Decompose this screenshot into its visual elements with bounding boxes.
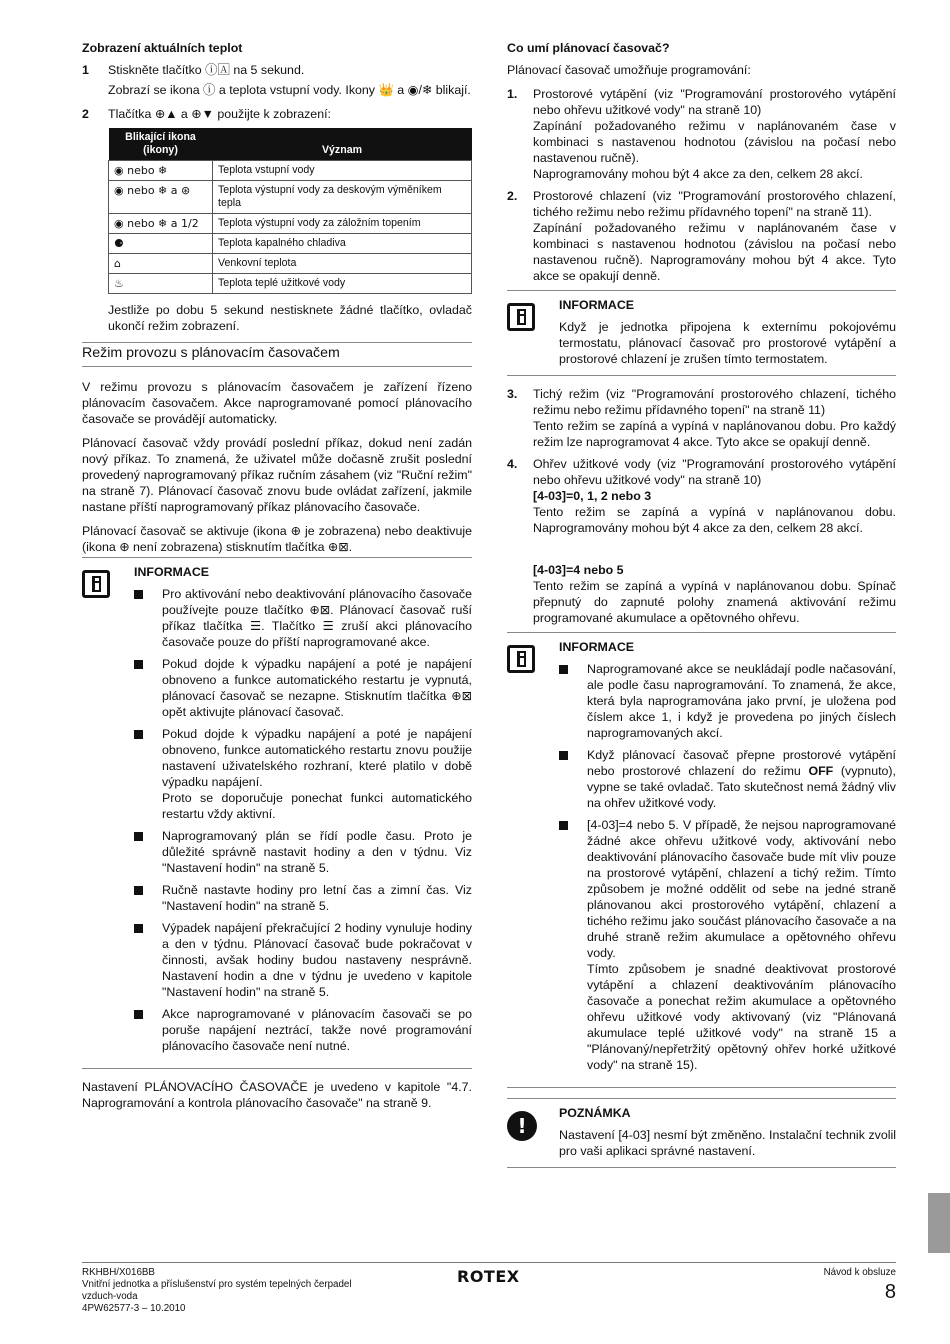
info-bullet xyxy=(134,1006,472,1054)
step-2 xyxy=(82,106,472,122)
item-number: 2. xyxy=(507,189,518,203)
off-label: OFF xyxy=(808,764,834,778)
note-title: POZNÁMKA xyxy=(559,1106,631,1120)
step-number: 2 xyxy=(82,107,89,121)
table-cell-meaning: Teplota teplé užitkové vody xyxy=(213,274,472,294)
item-4-sub2-text: Tento režim se zapíná a vypíná v naplánovanou dobu. Spínač přepnutý do zapnuté polohy znamená aktivování režimu programované akumulace a opětovného ohřevu. xyxy=(533,579,896,625)
info-icon xyxy=(507,645,535,673)
table-row xyxy=(109,181,472,214)
heading-timer-capabilities: Co umí plánovací časovač? xyxy=(507,41,670,55)
table-cell-icon: ◉ nebo ❄ xyxy=(109,161,213,181)
item-3-text: Tichý režim (viz "Programování prostorového chlazení, tichého režimu nebo režimu přídavného topení" na straně 11) Tento režim se zapíná a vypíná v naplánovanou dobu. Pro každý režim lze naprogramovat 4 akce. Tyto akce se opakují denně. xyxy=(533,387,896,449)
info-bullet-text: Pokud dojde k výpadku napájení a poté je napájení obnoveno, funkce automatického restartu znovu použije nastavení uživatelského rozhraní, které platilo v době výpadku napájení. Proto se doporučuje ponechat funkci automatického restartu vždy aktivní. xyxy=(162,727,472,821)
step-number: 1 xyxy=(82,63,89,77)
footer-desc-1: Vnitřní jednotka a příslušenství pro systém tepelných čerpadel xyxy=(82,1279,352,1290)
section-title-timer-mode: Režim provozu s plánovacím časovačem xyxy=(82,342,472,367)
info-bullet xyxy=(559,817,896,1073)
item-1-text: Prostorové vytápění (viz "Programování prostorového vytápění nebo ohřevu užitkové vody" na straně 10) Zapínání požadovaného režimu v naplánovaném čase v kombinaci s nastavenou hodnotou (závislou na počasí nebo nastavenou ručně). Naprogramovány mohou být 4 akce za den, celkem 28 akcí. xyxy=(533,87,896,181)
info-box-left xyxy=(82,557,472,1069)
item-4-sub1-text: Tento režim se zapíná a vypíná v naplánovanou dobu. Naprogramovány mohou být 4 akce za den, celkem 28 akcí. xyxy=(533,505,896,535)
table-cell-icon: ◉ nebo ❄ a ⊛ xyxy=(109,181,213,214)
table-row xyxy=(109,234,472,254)
item-number: 3. xyxy=(507,387,518,401)
info-box-right-1 xyxy=(507,290,896,376)
info-bullet-text: [4-03]=4 nebo 5. V případě, že nejsou naprogramované žádné akce ohřevu užitkové vody, aktivování nebo deaktivování plánovacího časovače bude mít vliv pouze na prostorové vytápění, chlazení a tichý režim. Tímto způsobem je možné oddělit od sebe na jedné straně plánovanou akci prostorového vytápění, chlazení a tichého režimu jako součást plánovacího časovače a na druhé straně režim akumulace a opětovného ohřevu vody. Tímto způsobem je snadné deaktivovat prostorové vytápění a chlazení deaktivováním plánovacího časovače a ponechat režim akumulace a opětovného ohřevu užitkové vody aktivovaný (viz "Plánovaná akumulace teplé užitkové vody" na straně 15 a "Plánovaný/nepřetržitý opětovný ohřev horké užitkové vody" na straně 15). xyxy=(587,818,896,1072)
table-cell-meaning: Teplota vstupní vody xyxy=(213,161,472,181)
info-bullet-text: Pro aktivování nebo deaktivování plánovacího časovače používejte pouze tlačítko ⊕⊠. Plánovací časovač ruší příkaz tlačítka ☰. Tlačítko ☰ zruší akci plánovacího časovače pouze do příští naprogramované akce. xyxy=(162,587,472,649)
info-bullet xyxy=(134,656,472,720)
info-bullet xyxy=(134,586,472,650)
info-bullet xyxy=(134,828,472,876)
info-bullet xyxy=(134,920,472,1000)
item-2-text: Prostorové chlazení (viz "Programování prostorového chlazení, tichého režimu nebo režimu přídavného topení" na straně 11). Zapínání požadovaného režimu v naplánovaném čase v kombinaci s nastavenou hodnotou (závislou na počasí nebo nastavenou ručně). Naprogramovány mohou být 4 akce. Tyto akce se opakují denně. xyxy=(533,189,896,283)
footer-model: RKHBH/X016BB xyxy=(82,1267,155,1278)
item-2 xyxy=(507,188,896,284)
side-tab xyxy=(928,1193,950,1253)
item-4-text: Ohřev užitkové vody (viz "Programování prostorového vytápění nebo ohřevu užitkové vody" na straně 10) xyxy=(533,457,896,487)
intro-text: Plánovací časovač umožňuje programování: xyxy=(507,63,751,77)
table-row xyxy=(109,214,472,234)
info-title: INFORMACE xyxy=(559,298,635,312)
info-bullet-text: Výpadek napájení překračující 2 hodiny vynuluje hodiny a den v týdnu. Plánovací časovač bude pokračovat v činnosti, avšak hodiny budou nastaveny nesprávně. Nastavení hodin a dne v týdnu je uvedeno v kapitole "Nastavení hodin" na straně 5. xyxy=(162,921,472,999)
warning-icon: ! xyxy=(507,1111,537,1141)
info-bullet-text: Ručně nastavte hodiny pro letní čas a zimní čas. Viz "Nastavení hodin" na straně 5. xyxy=(162,883,472,913)
note-text: Nastavení [4-03] nesmí být změněno. Instalační technik zvolil pro vaši aplikaci správné nastavení. xyxy=(559,1128,896,1158)
footer-desc-2: vzduch-voda xyxy=(82,1291,138,1302)
page-number: 8 xyxy=(884,1281,896,1303)
info-bullet-text: Naprogramovaný plán se řídí podle času. Proto je důležité správně nastavit hodiny a den v týdnu. Viz "Nastavení hodin" na straně 5. xyxy=(162,829,472,875)
step-1 xyxy=(82,62,472,98)
info-box-right-2 xyxy=(507,632,896,1088)
icon-meaning-table xyxy=(108,128,472,294)
right-column xyxy=(507,40,896,1178)
item-4-sub2-title: [4-03]=4 nebo 5 xyxy=(533,563,624,577)
item-number: 4. xyxy=(507,457,518,471)
step-1-text-b: Zobrazí se ikona ⓘ a teplota vstupní vody. Ikony 👑 a ◉/❄ blikají. xyxy=(108,83,471,97)
info-bullet xyxy=(134,726,472,822)
table-cell-meaning: Teplota výstupní vody za deskovým výměníkem tepla xyxy=(213,181,472,214)
info-bullet-text: Akce naprogramované v plánovacím časovači se po poruše napájení neztrácí, takže nové programování plánovacího časovače není nutné. xyxy=(162,1007,472,1053)
table-cell-meaning: Teplota kapalného chladiva xyxy=(213,234,472,254)
info-title: INFORMACE xyxy=(559,640,635,654)
table-header-icon: Blikající ikona (ikony) xyxy=(109,128,213,161)
brand-logo: ROTEX xyxy=(457,1267,520,1286)
table-cell-icon: ♨ xyxy=(109,274,213,294)
info-bullet-text: Pokud dojde k výpadku napájení a poté je napájení obnoveno a funkce automatického restartu je vypnutá, plánovací časovač se nezapne. Stisknutím tlačítka ⊕⊠ opět aktivujte plánovací časovač. xyxy=(162,657,472,719)
table-row xyxy=(109,254,472,274)
item-3 xyxy=(507,386,896,450)
table-row xyxy=(109,161,472,181)
left-column xyxy=(82,40,472,1119)
info-bullet-text-b: (vypnuto), vypne se také ovladač. Tato skutečnost nemá žádný vliv na ohřev užitkové vody. xyxy=(587,764,896,810)
after-table-text: Jestliže po dobu 5 sekund nestisknete žádné tlačítko, ovladač ukončí režim zobrazení. xyxy=(108,303,472,333)
table-cell-icon: ⌂ xyxy=(109,254,213,274)
table-cell-meaning: Venkovní teplota xyxy=(213,254,472,274)
step-1-text-a: Stiskněte tlačítko ⓘ🄰 na 5 sekund. xyxy=(108,63,305,77)
paragraph-3: Plánovací časovač se aktivuje (ikona ⊕ je zobrazena) nebo deaktivuje (ikona ⊕ není zobrazena) stisknutím tlačítka ⊕⊠. xyxy=(82,524,472,554)
paragraph-1: V režimu provozu s plánovacím časovačem je zařízení řízeno plánovacím časovačem. Akce naprogramované pomocí plánovacího časovače se provádějí automaticky. xyxy=(82,380,472,426)
item-4 xyxy=(507,456,896,626)
item-number: 1. xyxy=(507,87,518,101)
footer-docnum: 4PW62577-3 – 10.2010 xyxy=(82,1303,186,1314)
info-bullet-text: Naprogramované akce se neukládají podle načasování, ale podle času naprogramování. To znamená, že akce, která byla naprogramována jako první, je uložena pod číslem akce 1, i když je provedena po jiných číslech naprogramovaných akcí. xyxy=(587,662,896,740)
closing-text: Nastavení PLÁNOVACÍHO ČASOVAČE je uvedeno v kapitole "4.7. Naprogramování a kontrola plánovacího časovače" na straně 9. xyxy=(82,1080,472,1110)
info-bullet xyxy=(134,882,472,914)
info-icon xyxy=(507,303,535,331)
info-bullet xyxy=(559,747,896,811)
footer-manual: Návod k obsluze xyxy=(823,1267,896,1278)
table-cell-icon: ⚈ xyxy=(109,234,213,254)
info-bullet xyxy=(559,661,896,741)
heading-current-temps: Zobrazení aktuálních teplot xyxy=(82,41,243,55)
page-footer xyxy=(82,1262,896,1314)
info-icon xyxy=(82,570,110,598)
table-row xyxy=(109,274,472,294)
table-cell-icon: ◉ nebo ❄ a 1/2 xyxy=(109,214,213,234)
info-title: INFORMACE xyxy=(134,565,210,579)
step-2-text: Tlačítka ⊕▲ a ⊕▼ použijte k zobrazení: xyxy=(108,107,331,121)
note-box xyxy=(507,1098,896,1168)
info-text: Když je jednotka připojena k externímu pokojovému termostatu, plánovací časovač pro prostorové vytápění a prostorové chlazení je zrušen tímto termostatem. xyxy=(559,320,896,366)
info-bullet-text-a: Když plánovací časovač přepne prostorové vytápění nebo prostorové chlazení do režimu xyxy=(587,748,896,778)
table-header-meaning: Význam xyxy=(213,128,472,161)
table-cell-meaning: Teplota výstupní vody za záložním topením xyxy=(213,214,472,234)
paragraph-2: Plánovací časovač vždy provádí poslední příkaz, dokud není zadán nový příkaz. To znamená, že uživatel může dočasně zrušit poslední provedený naprogramovaný příkaz ručním zásahem (viz "Ruční režim" na straně 7). Plánovací časovač znovu bude ovládat zařízení, jakmile nastane příští naprogramovaný příkaz plánovacího časovače. xyxy=(82,436,472,514)
item-4-sub1-title: [4-03]=0, 1, 2 nebo 3 xyxy=(533,489,652,503)
item-1 xyxy=(507,86,896,182)
